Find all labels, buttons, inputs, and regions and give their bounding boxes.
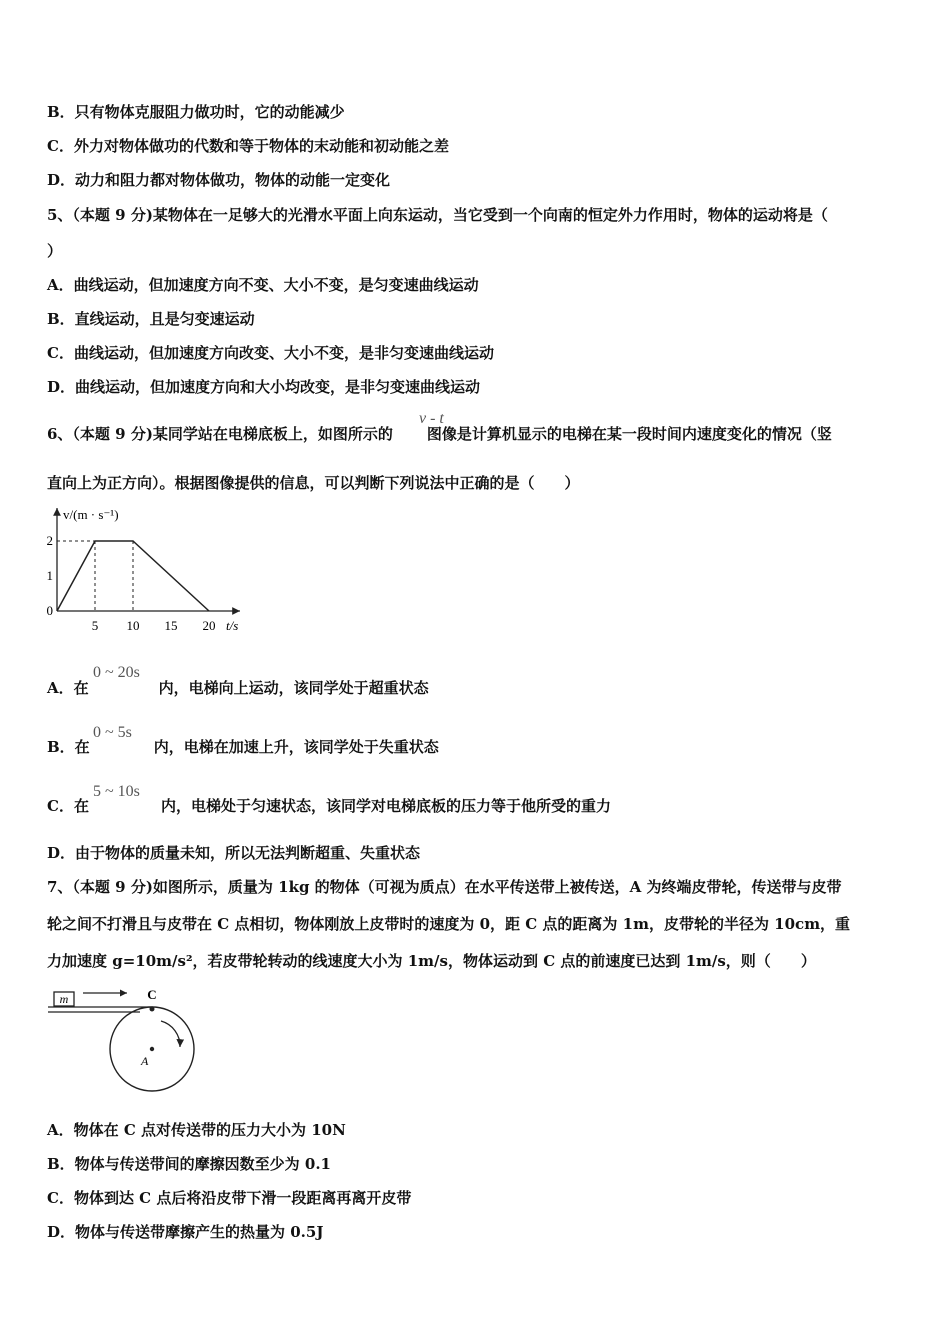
- q7-stem-line2: 轮之间不打滑且与皮带在 C 点相切，物体刚放上皮带时的速度为 0，距 C 点的距离为 1m，皮带轮的半径为 10cm，重: [47, 915, 851, 933]
- vt-series-line: [57, 541, 209, 611]
- q6-option-c-pre: C．在: [47, 797, 89, 815]
- q7-option-a: A．物体在 C 点对传送带的压力大小为 10N: [47, 1121, 346, 1139]
- point-c-label: C: [147, 987, 157, 1002]
- q6-option-a-math: 0 ~ 20s: [93, 664, 140, 681]
- point-c-dot: [150, 1007, 155, 1012]
- q6-option-a-pre: A．在: [47, 679, 89, 697]
- q6-vt-math: v - t: [419, 410, 444, 427]
- q6-option-b-math: 0 ~ 5s: [93, 724, 132, 741]
- q7-stem-line3: 力加速度 g=10m/s²，若皮带轮转动的线速度大小为 1m/s，物体运动到 C 点的前速度已达到 1m/s，则（ ）: [47, 952, 816, 970]
- q6-option-b-post: 内，电梯在加速上升，该同学处于失重状态: [153, 738, 439, 756]
- q6-option-c-math: 5 ~ 10s: [93, 783, 140, 800]
- q5-stem-line1: 5、（本题 9 分)某物体在一足够大的光滑水平面上向东运动，当它受到一个向南的恒定外力作用时，物体的运动将是（: [47, 206, 828, 224]
- velocity-series: [57, 541, 209, 611]
- q6-stem-post: 图像是计算机显示的电梯在某一段时间内速度变化的情况（竖: [426, 425, 832, 443]
- block-m-label: m: [59, 992, 69, 1006]
- q5-option-b: B．直线运动，且是匀变速运动: [47, 310, 255, 328]
- q5-stem-line2: ）: [47, 242, 63, 260]
- origin-label: 0: [46, 603, 53, 618]
- q5-option-c: C．曲线运动，但加速度方向改变、大小不变，是非匀变速曲线运动: [47, 344, 494, 362]
- q7-option-d: D．物体与传送带摩擦产生的热量为 0.5J: [47, 1223, 324, 1241]
- q6-option-d: D．由于物体的质量未知，所以无法判断超重、失重状态: [47, 844, 421, 862]
- vt-graph: [40, 503, 250, 638]
- center-a-dot: [150, 1047, 154, 1051]
- q7-option-c: C．物体到达 C 点后将沿皮带下滑一段距离再离开皮带: [47, 1189, 412, 1207]
- q4-option-d: D．动力和阻力都对物体做功，物体的动能一定变化: [47, 171, 391, 189]
- q4-option-b: B．只有物体克服阻力做功时，它的动能减少: [47, 103, 345, 121]
- q4-option-c: C．外力对物体做功的代数和等于物体的末动能和初动能之差: [47, 137, 449, 155]
- vt-guides: [57, 541, 133, 611]
- q5-option-d: D．曲线运动，但加速度方向和大小均改变，是非匀变速曲线运动: [47, 378, 481, 396]
- q7-stem-line1: 7、（本题 9 分)如图所示，质量为 1kg 的物体（可视为质点）在水平传送带上被传送，A 为终端皮带轮，传送带与皮带: [47, 878, 842, 896]
- x-tick-label: 5: [91, 618, 99, 633]
- q6-option-c-post: 内，电梯处于匀速状态，该同学对电梯底板的压力等于他所受的重力: [160, 797, 611, 815]
- x-tick-label: 20: [202, 618, 216, 633]
- y-tick-label: 1: [46, 568, 53, 583]
- conveyor-figure: [45, 985, 205, 1100]
- center-a-label: A: [141, 1054, 149, 1068]
- rotation-arrow: [161, 1021, 180, 1047]
- x-tick-label: 15: [164, 618, 178, 633]
- q6-stem-line2: 直向上为正方向）。根据图像提供的信息，可以判断下列说法中正确的是（ ）: [47, 474, 580, 492]
- q6-option-a-post: 内，电梯向上运动，该同学处于超重状态: [158, 679, 429, 697]
- q6-stem-pre: 6、（本题 9 分)某同学站在电梯底板上，如图所示的: [47, 425, 393, 443]
- q6-option-b-pre: B．在: [47, 738, 90, 756]
- y-tick-label: 2: [46, 533, 53, 548]
- x-tick-label: 10: [126, 618, 140, 633]
- vt-axes: [57, 507, 240, 633]
- q7-option-b: B．物体与传送带间的摩擦因数至少为 0.1: [47, 1155, 331, 1173]
- y-axis-label: v/(m · s⁻¹): [63, 507, 119, 522]
- q5-option-a: A．曲线运动，但加速度方向不变、大小不变，是匀变速曲线运动: [47, 276, 479, 294]
- x-axis-label: t/s: [226, 618, 239, 633]
